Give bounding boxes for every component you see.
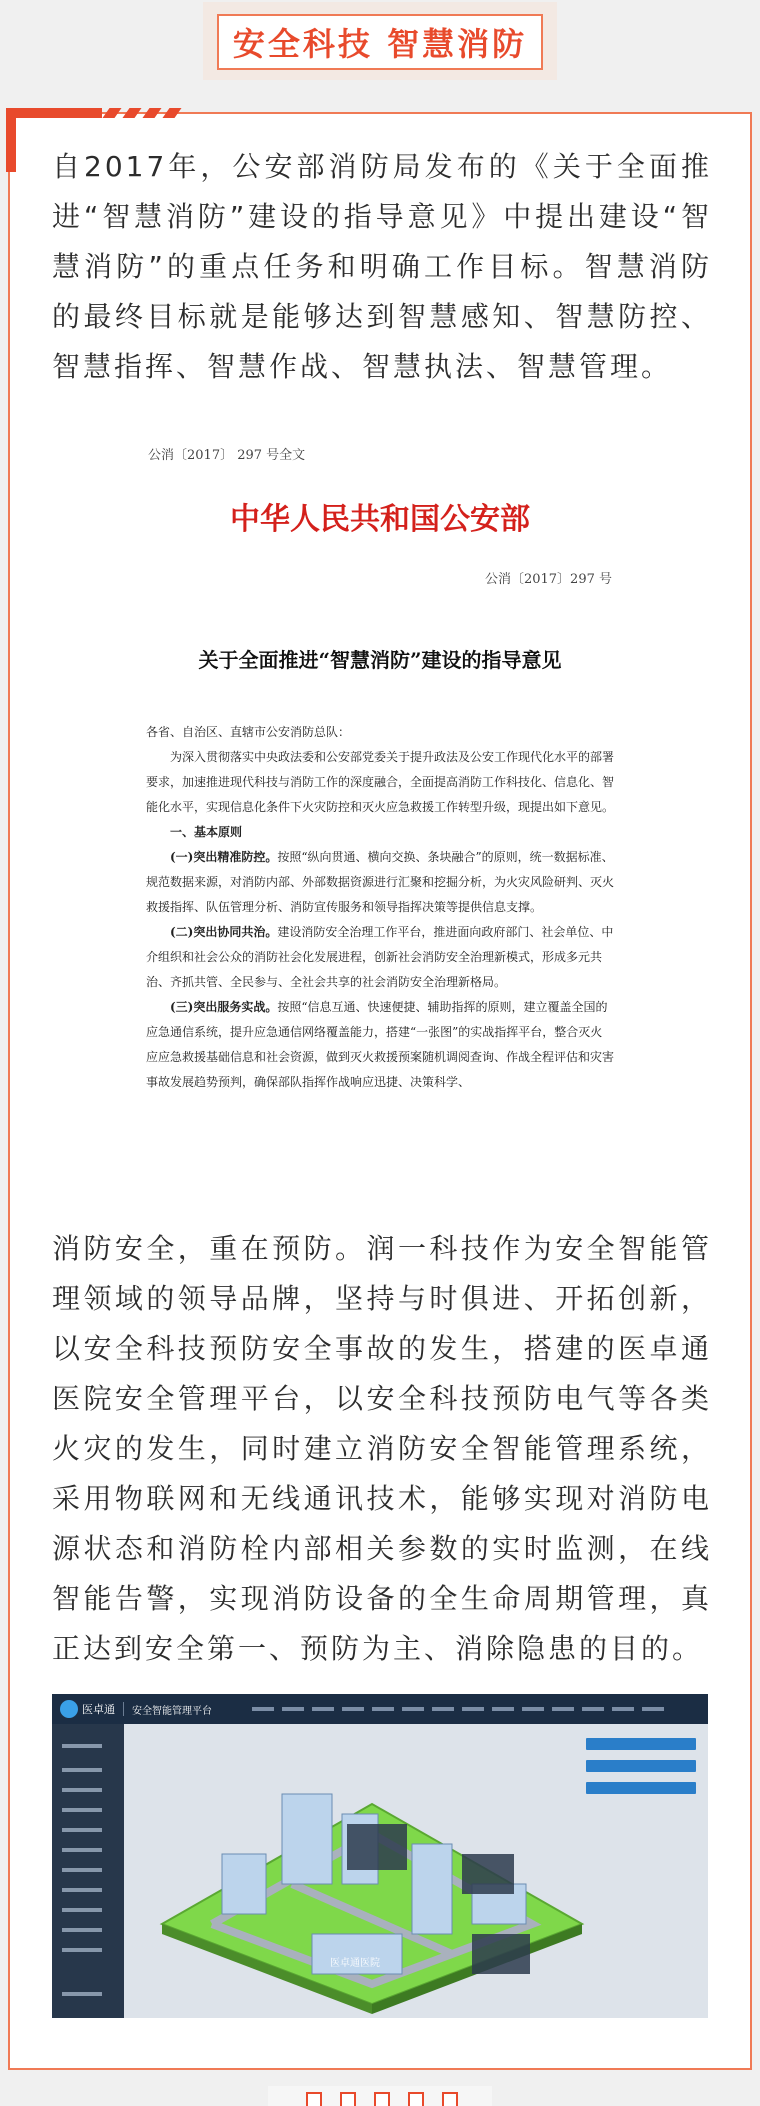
carousel-dot[interactable]	[306, 2092, 322, 2106]
campus-3d-illustration	[132, 1734, 612, 2014]
doc-p3-text: 按照“信息互通、快速便捷、辅助指挥的原则，建立覆盖全国的应急通信系统，提升应急通信网络覆盖能力，搭建“一张图”的实战指挥平台，整合灭火应应急救援基础信息和社会资源，做到灭火救援预案随机调阅查询、作战全程评估和灾害事故发展趋势预判，确保部队指挥作战响应迅捷、决策科学、	[146, 1000, 615, 1089]
doc-heading: 关于全面推进“智慧消防”建设的指导意见	[198, 648, 562, 672]
doc-preamble: 为深入贯彻落实中央政法委和公安部党委关于提升政法及公安工作现代化水平的部署要求，加速推进现代科技与消防工作的深度融合，全面提高消防工作科技化、信息化、智能化水平，实现信息化条件下火灾防控和灭火应急救援工作转型升级，现提出如下意见。	[146, 750, 615, 814]
screenshot-topbar	[52, 1694, 708, 1724]
doc-salutation: 各省、自治区、直辖市公安消防总队：	[146, 725, 351, 739]
stripe-decoration	[102, 108, 182, 118]
doc-body	[146, 720, 614, 1095]
document-image	[134, 428, 626, 1204]
carousel-dot[interactable]	[340, 2092, 356, 2106]
title-box	[217, 14, 543, 70]
logo-text: 医卓通	[82, 1703, 115, 1716]
doc-p2-text: 建设消防安全治理工作平台，推进面向政府部门、社会单位、中介组织和社会公众的消防社会化发展进程，创新社会消防安全治理新模式，形成多元共治、齐抓共管、全民参与、全社会共享的社会消防安全治理新格局。	[146, 925, 614, 989]
carousel-dot[interactable]	[442, 2092, 458, 2106]
screenshot-nav	[252, 1707, 664, 1711]
divider	[123, 1702, 124, 1716]
doc-principle-3	[146, 995, 614, 1095]
carousel-dot[interactable]	[374, 2092, 390, 2106]
platform-title: 安全智能管理平台	[132, 1705, 212, 1717]
logo-icon	[60, 1700, 78, 1718]
building-sign: 医卓通医院	[330, 1958, 380, 1969]
carousel-indicator	[268, 2086, 492, 2106]
doc-p2-lead: (二)突出协同共治。	[170, 925, 278, 939]
doc-issuer: 中华人民共和国公安部	[230, 502, 530, 537]
doc-principle-1	[146, 845, 614, 920]
corner-decoration-top	[6, 108, 102, 118]
title-banner	[203, 2, 557, 80]
intro-paragraph: 自2017年，公安部消防局发布的《关于全面推进“智慧消防”建设的指导意见》中提出建设“智慧消防”的重点任务和明确工作目标。智慧消防的最终目标就是能够达到智慧感知、智慧防控、智慧指挥、智慧作战、智慧执法、智慧管理。	[52, 150, 712, 383]
doc-top-ref: 公消〔2017〕 297 号全文	[148, 448, 306, 463]
screenshot-side-panel	[586, 1738, 696, 1804]
doc-p1-lead: (一)突出精准防控。	[170, 850, 278, 864]
platform-screenshot	[52, 1694, 708, 2018]
carousel-dot[interactable]	[408, 2092, 424, 2106]
doc-p1-text: 按照“纵向贯通、横向交换、条块融合”的原则，统一数据标准、规范数据来源，对消防内部、外部数据资源进行汇聚和挖掘分析，为火灾风险研判、灭火救援指挥、队伍管理分析、消防宣传服务和领导指挥决策等提供信息支撑。	[146, 850, 615, 914]
banner-title: 安全科技 智慧消防	[232, 25, 528, 63]
doc-ref-number: 公消〔2017〕297 号	[484, 572, 612, 587]
doc-section-title: 一、基本原则	[170, 825, 243, 839]
body-paragraph: 消防安全，重在预防。润一科技作为安全智能管理领域的领导品牌，坚持与时俱进、开拓创新，以安全科技预防安全事故的发生，搭建的医卓通医院安全管理平台，以安全科技预防电气等各类火灾的发生，同时建立消防安全智能管理系统，采用物联网和无线通讯技术，能够实现对消防电源状态和消防栓内部相关参数的实时监测，在线智能告警，实现消防设备的全生命周期管理，真正达到安全第一、预防为主、消除隐患的目的。	[52, 1232, 712, 1665]
doc-p3-lead: (三)突出服务实战。	[170, 1000, 278, 1014]
doc-principle-2	[146, 920, 614, 995]
screenshot-sidebar	[52, 1724, 124, 2018]
